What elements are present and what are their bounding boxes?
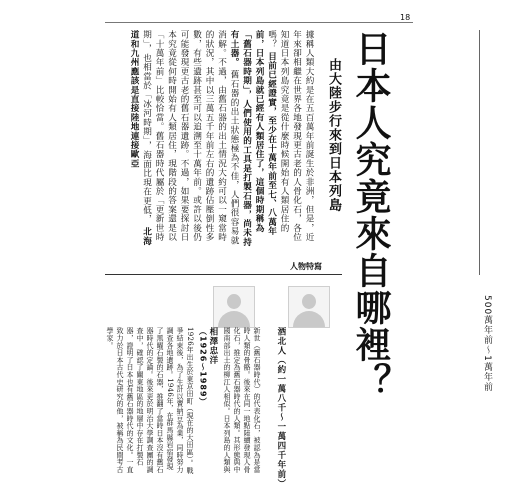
bio-dates: （1926～1989） — [198, 327, 208, 407]
bio-text: 新世（舊石器時代）的代表化石，被認為是當時人類的骨骼。後來在同一地點陸續發現人骨化石，推定為舊石器時代的人類。其形態與中國南部出土的柳江人相似。日本列島的人類與 — [223, 327, 261, 473]
portrait-placeholder-image — [288, 286, 330, 328]
page-number: 18 — [400, 13, 411, 22]
header-rule — [105, 22, 413, 23]
timeline-range-label: 500萬年前～1萬年前 — [482, 295, 492, 392]
body-highlight-landbridge: 北海道和九州應該是直接陸地連接歐亞 — [129, 30, 152, 246]
bio-text: 1926年出生於東京田町（現在的大田區）。戰爭結束後，為了生計以賣納豆為業，同時努力調查各地遺跡。1946年，在群馬縣岩宿發現了黑曜石製的石器，推翻了當時日本沒有舊石器時代的定論。後來更於明治大學調查團的調查中，確認了關東地區的地層中存在打製石器，證明了日本也有舊石器時代的文化。一直致力於日本古代史研究的他，被稱為民間考古學家。 — [106, 327, 194, 474]
article-title: 日本人究竟來自哪裡？ — [350, 30, 392, 400]
body-paragraph-main: 舊石器的出土狀態極為不佳，人們很容易就消解。不過，由舊石器的出土情況大約可以一窺當時的狀況，其中以三萬五千年前左右的遺跡佔壓倒性多數，有些遺跡甚至可以追溯至十萬年前。或許以後仍可能發現更古老的舊石器遺跡。不過，如果要探討日本究竟從何時開始有人類居住，現階段的答案還是以「十萬年前」比較恰當。舊石器時代屬於「更新世時期」，也相當於「冰河時期」，海面比現在更低， — [141, 30, 239, 245]
portrait-placeholder-image — [213, 286, 255, 328]
article-subtitle: 由大陸步行來到日本列島 — [326, 58, 341, 212]
article-body — [115, 30, 315, 250]
portrait-shoulders-shape — [218, 311, 250, 328]
margin-rule — [479, 30, 480, 275]
body-highlight-paleolithic: 目前已經證實，至少在十萬年前至七、八萬年前，日本列島就已經有人類居住了，這個時期稱為「舊石器時期」，人們使用的工具是打製石器，尚未持有土器。 — [229, 30, 277, 247]
body-paragraph-intro: 據稱人類大約是在五百萬年前誕生於非洲，但是，近年來卻相繼在世界各地發現更古老的人骨化石，各位知道日本列島究竟是從什麼時候開始有人類居住的嗎？ — [266, 30, 314, 242]
portrait-head-shape — [227, 294, 241, 309]
bio-name: 酒北人（約一萬八千～一萬四千年前） — [275, 327, 286, 489]
section-label: 人物特寫 — [290, 262, 322, 271]
section-rule — [105, 274, 342, 275]
portrait-shoulders-shape — [293, 311, 325, 328]
portrait-head-shape — [302, 294, 316, 309]
bio-name: 相澤忠洋 — [207, 327, 218, 365]
